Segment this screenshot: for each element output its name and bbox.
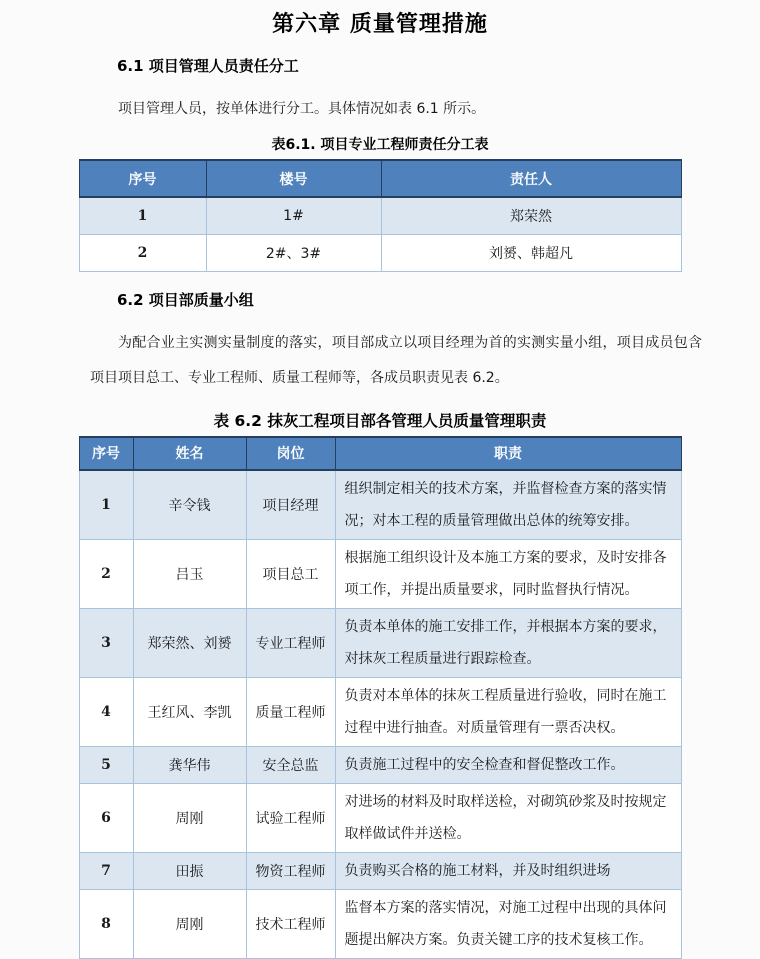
header-cell-position: 岗位 [246, 437, 335, 470]
cell-name: 吕玉 [133, 539, 246, 608]
cell-position: 物资工程师 [246, 852, 335, 889]
cell-serial: 7 [79, 852, 133, 889]
cell-position: 安全总监 [246, 746, 335, 783]
cell-duty: 负责本单体的施工安排工作，并根据本方案的要求，对抹灰工程质量进行跟踪检查。 [335, 608, 681, 677]
table-6-1-header-row [79, 160, 681, 197]
table-row [79, 889, 681, 958]
header-cell-serial: 序号 [79, 160, 206, 197]
header-cell-person: 责任人 [381, 160, 681, 197]
cell-serial: 1 [79, 197, 206, 234]
table-row [79, 470, 681, 540]
cell-position: 项目总工 [246, 539, 335, 608]
cell-serial: 4 [79, 677, 133, 746]
cell-name: 龚华伟 [133, 746, 246, 783]
table-6-2 [79, 436, 682, 959]
section-6-2-paragraph: 为配合业主实测实量制度的落实，项目部成立以项目经理为首的实测实量小组，项目成员包含项目项目总工、专业工程师、质量工程师等，各成员职责见表 6.2。 [90, 334, 702, 386]
cell-duty: 组织制定相关的技术方案，并监督检查方案的落实情况；对本工程的质量管理做出总体的统筹安排。 [335, 470, 681, 540]
table-row [79, 852, 681, 889]
cell-name: 周刚 [133, 783, 246, 852]
table-row [79, 677, 681, 746]
cell-position: 技术工程师 [246, 889, 335, 958]
cell-duty: 负责对本单体的抹灰工程质量进行验收，同时在施工过程中进行抽查。对质量管理有一票否决权。 [335, 677, 681, 746]
section-6-1-paragraph: 项目管理人员，按单体进行分工。具体情况如表 6.1 所示。 [118, 101, 486, 117]
table-6-1-caption: 表6.1. 项目专业工程师责任分工表 [271, 137, 489, 153]
doc-title: 第六章 质量管理措施 [272, 11, 488, 37]
table-6-2-caption: 表 6.2 抹灰工程项目部各管理人员质量管理职责 [213, 411, 547, 430]
cell-serial: 8 [79, 889, 133, 958]
header-cell-name: 姓名 [133, 437, 246, 470]
cell-building: 1# [206, 197, 381, 234]
table-row [79, 746, 681, 783]
cell-name: 辛令钱 [133, 470, 246, 540]
cell-building: 2#、3# [206, 234, 381, 271]
header-cell-building: 楼号 [206, 160, 381, 197]
cell-name: 周刚 [133, 889, 246, 958]
cell-serial: 5 [79, 746, 133, 783]
table-row [79, 197, 681, 234]
cell-serial: 2 [79, 539, 133, 608]
cell-person: 刘赟、韩超凡 [381, 234, 681, 271]
cell-name: 郑荣然、刘赟 [133, 608, 246, 677]
table-row [79, 783, 681, 852]
table-6-1 [79, 159, 682, 272]
cell-person: 郑荣然 [381, 197, 681, 234]
cell-position: 试验工程师 [246, 783, 335, 852]
cell-name: 田振 [133, 852, 246, 889]
header-cell-serial: 序号 [79, 437, 133, 470]
table-row [79, 539, 681, 608]
cell-duty: 监督本方案的落实情况，对施工过程中出现的具体问题提出解决方案。负责关键工序的技术复核工作。 [335, 889, 681, 958]
cell-serial: 3 [79, 608, 133, 677]
cell-duty: 负责购买合格的施工材料，并及时组织进场 [335, 852, 681, 889]
table-6-2-header-row [79, 437, 681, 470]
section-6-2-heading: 6.2 项目部质量小组 [117, 290, 254, 309]
cell-position: 质量工程师 [246, 677, 335, 746]
cell-duty: 对进场的材料及时取样送检，对砌筑砂浆及时按规定取样做试件并送检。 [335, 783, 681, 852]
section-6-1-heading: 6.1 项目管理人员责任分工 [117, 57, 299, 75]
cell-serial: 1 [79, 470, 133, 540]
cell-duty: 负责施工过程中的安全检查和督促整改工作。 [335, 746, 681, 783]
table-row [79, 608, 681, 677]
cell-duty: 根据施工组织设计及本施工方案的要求，及时安排各项工作，并提出质量要求，同时监督执行情况。 [335, 539, 681, 608]
cell-name: 王红风、李凯 [133, 677, 246, 746]
cell-serial: 2 [79, 234, 206, 271]
cell-position: 专业工程师 [246, 608, 335, 677]
cell-position: 项目经理 [246, 470, 335, 540]
table-row [79, 234, 681, 271]
cell-serial: 6 [79, 783, 133, 852]
header-cell-duty: 职责 [335, 437, 681, 470]
